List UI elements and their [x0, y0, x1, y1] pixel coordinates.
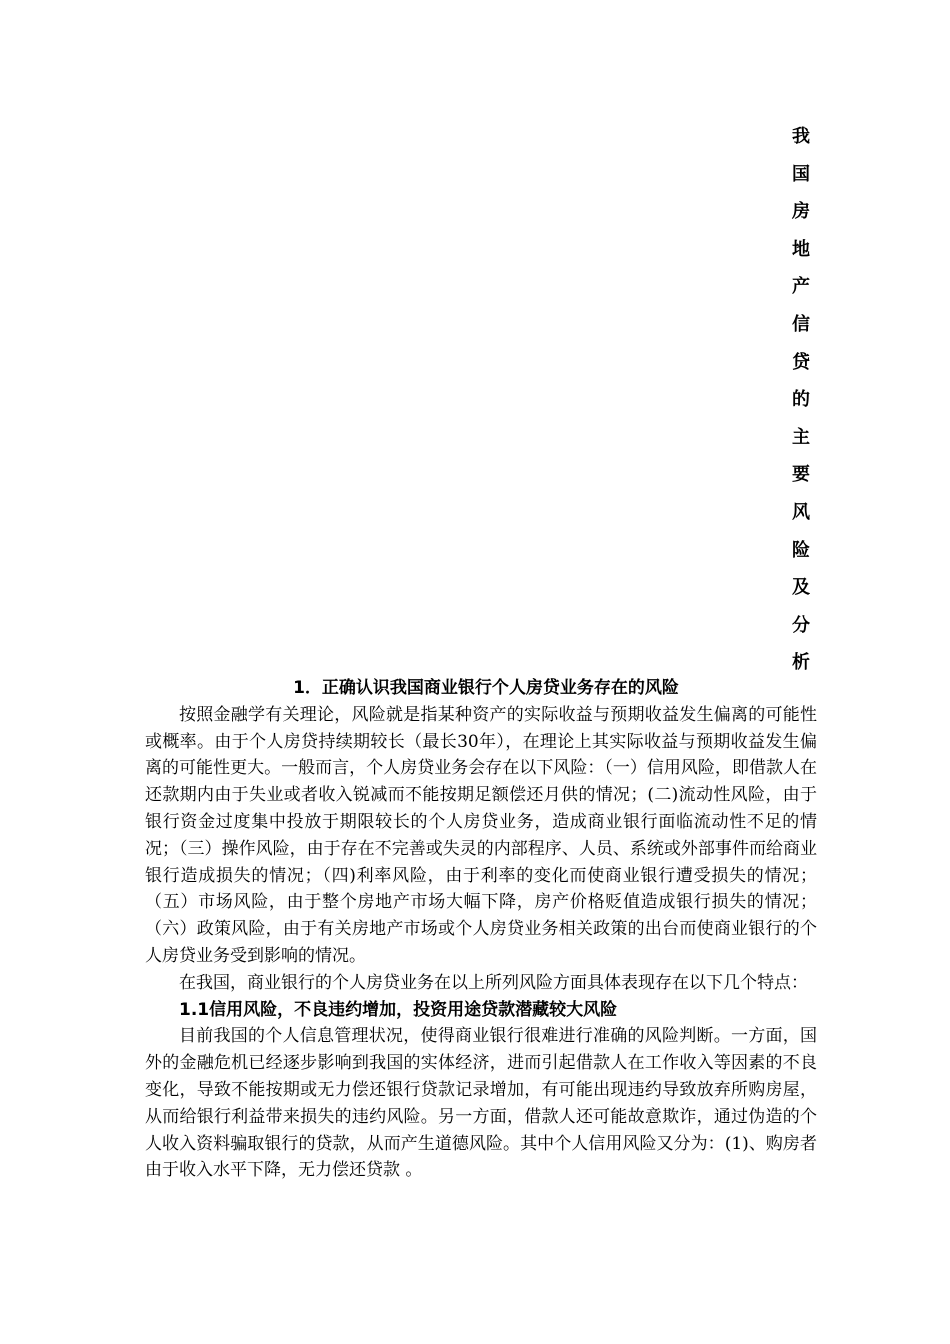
title-char: 产	[792, 276, 810, 298]
title-char: 地	[792, 238, 810, 260]
paragraph-risk-overview: 按照金融学有关理论，风险就是指某种资产的实际收益与预期收益发生偏离的可能性或概率。由于个人房贷持续期较长（最长30年），在理论上其实际收益与预期收益发生偏离的可能性更大。一般而言，个人房贷业务会存在以下风险：（一）信用风险，即借款人在还款期内由于失业或者收入锐减而不能按期足额偿还月供的情况；(二)流动性风险，由于银行资金过度集中投放于期限较长的个人房贷业务，造成商业银行面临流动性不足的情况；（三）操作风险，由于存在不完善或失灵的内部程序、人员、系统或外部事件而给商业银行造成损失的情况；（四)利率风险，由于利率的变化而使商业银行遭受损失的情况；（五）市场风险，由于整个房地产市场大幅下降，房产价格贬值造成银行损失的情况；（六）政策风险，由于有关房地产市场或个人房贷业务相关政策的出台而使商业银行的个人房贷业务受到影响的情况。	[145, 704, 817, 966]
title-char: 主	[792, 426, 810, 448]
title-char: 析	[792, 652, 810, 674]
section-heading: 1．正确认识我国商业银行个人房贷业务存在的风险	[293, 678, 679, 698]
subsection-heading: 1.1信用风险，不良违约增加，投资用途贷款潜藏较大风险	[179, 999, 618, 1020]
title-char: 房	[792, 201, 810, 223]
title-char: 的	[792, 389, 810, 411]
title-char: 我	[792, 126, 810, 147]
vertical-title	[788, 118, 814, 682]
title-char: 贷	[792, 351, 810, 373]
title-char: 信	[792, 313, 810, 335]
paragraph-characteristics: 在我国，商业银行的个人房贷业务在以上所列风险方面具体表现存在以下几个特点：	[179, 972, 808, 993]
paragraph-credit-risk: 目前我国的个人信息管理状况，使得商业银行很难进行准确的风险判断。一方面，国外的金融危机已经逐步影响到我国的实体经济，进而引起借款人在工作收入等因素的不良变化，导致不能按期或无力偿还银行贷款记录增加，有可能出现违约导致放弃所购房屋，从而给银行利益带来损失的违约风险。另一方面，借款人还可能故意欺诈，通过伪造的个人收入资料骗取银行的贷款，从而产生道德风险。其中个人信用风险又分为：(1)、购房者由于收入水平下降，无力偿还贷款 。	[145, 1026, 817, 1181]
title-char: 要	[792, 464, 810, 486]
title-char: 风	[792, 501, 810, 523]
title-char: 国	[792, 163, 810, 185]
title-char: 分	[792, 614, 810, 636]
title-char: 及	[792, 577, 810, 599]
title-char: 险	[792, 539, 810, 561]
document-body	[145, 675, 817, 1184]
